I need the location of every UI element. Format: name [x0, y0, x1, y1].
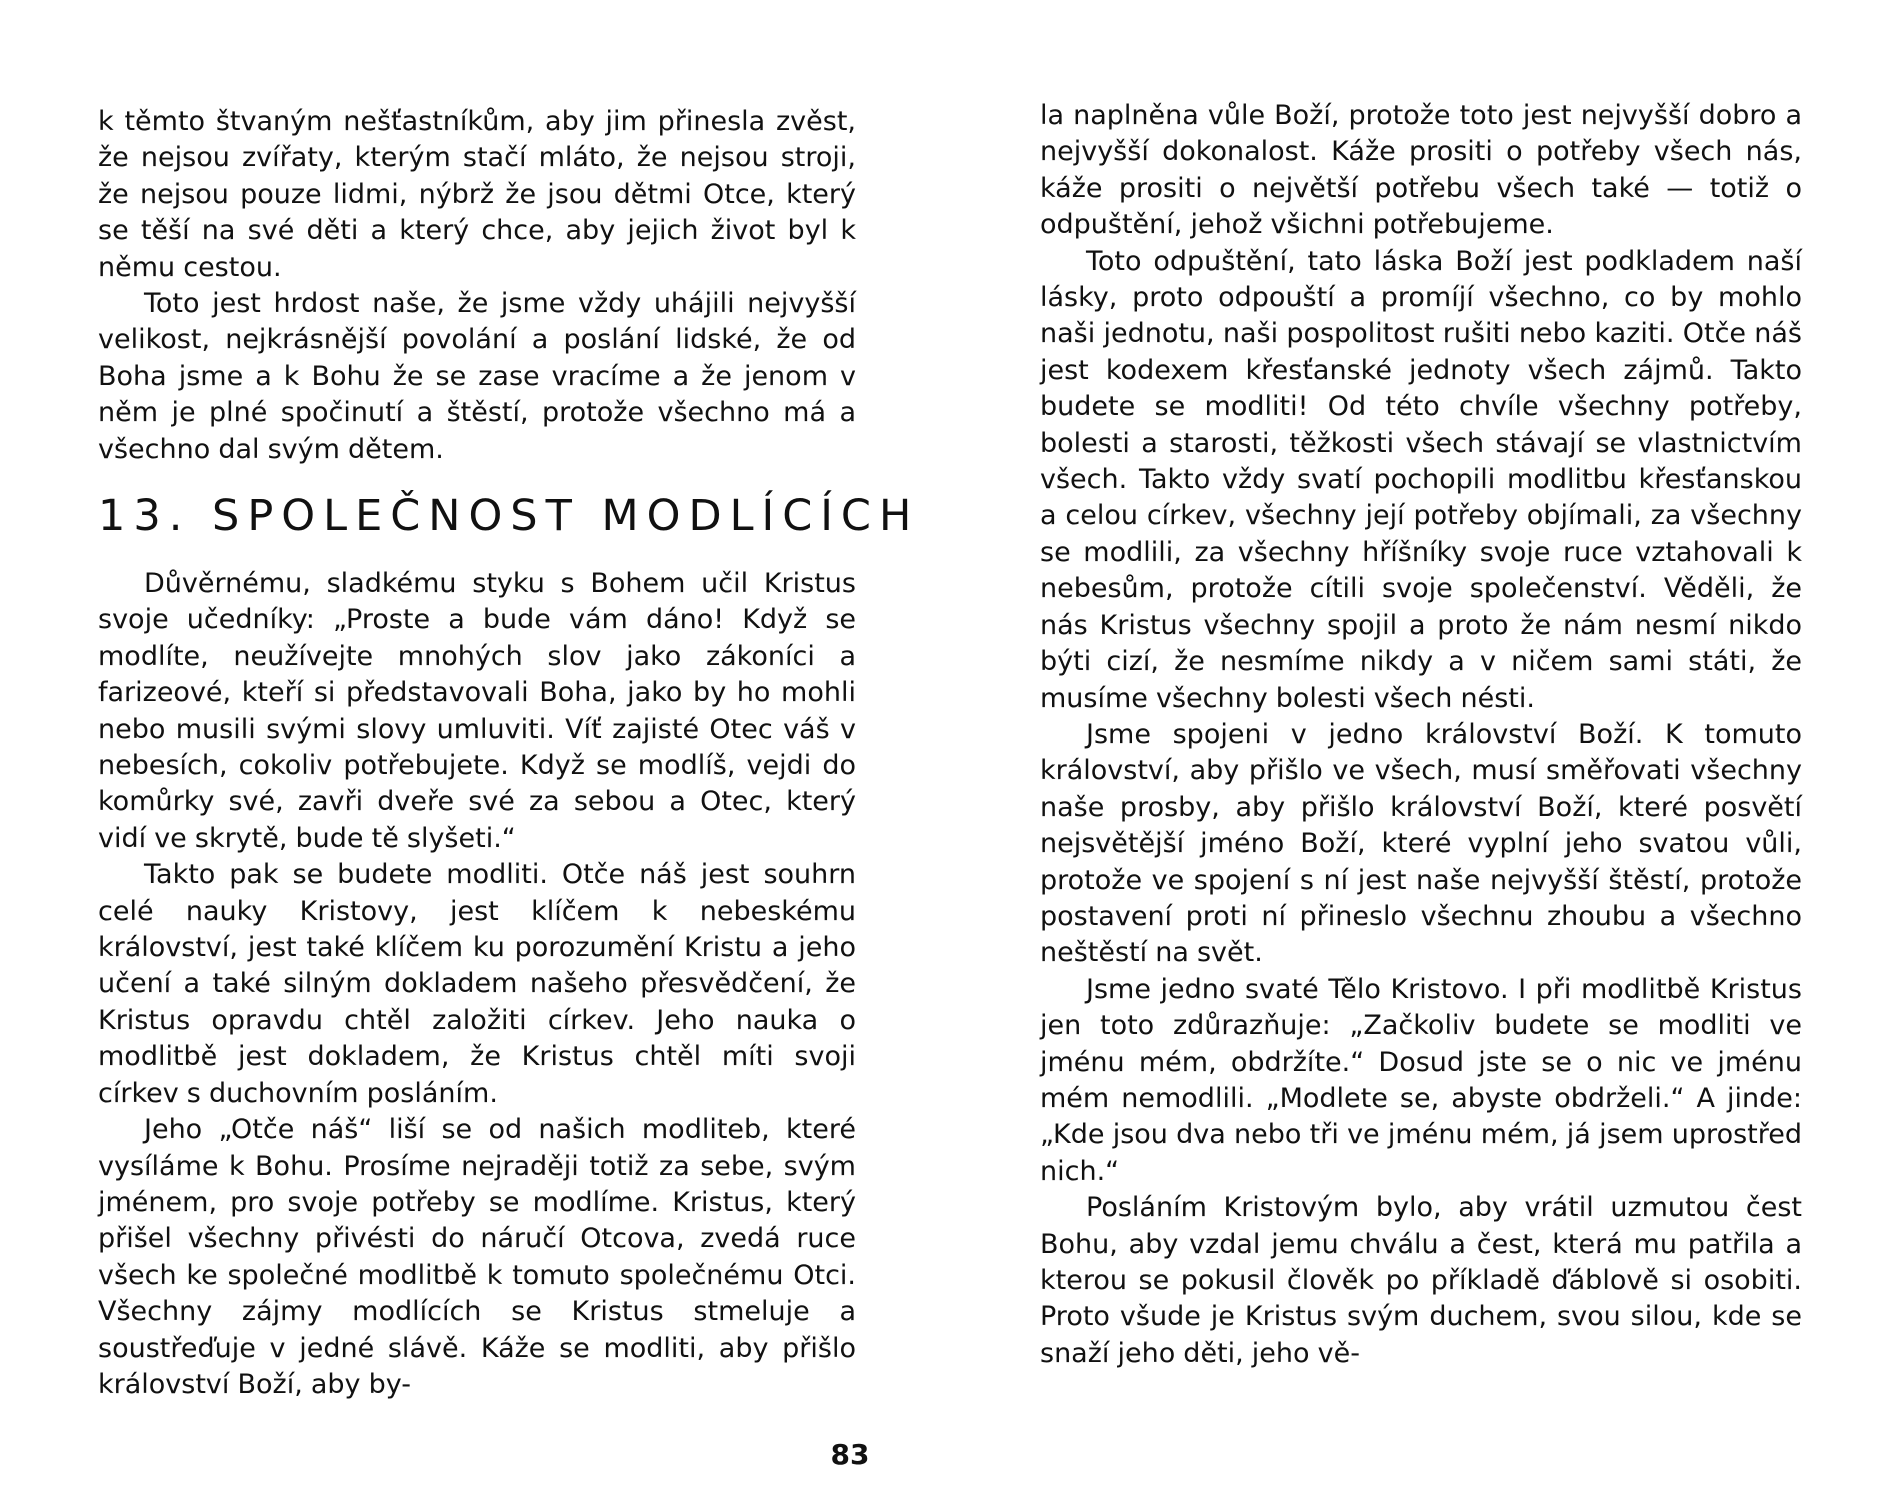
paragraph: Toto odpuštění, tato láska Boží jest podkladem naší lásky, proto odpouští a promíjí všechno, co by mohlo naši jednotu, naši pospolitost rušiti nebo kaziti. Otče náš jest kodexem křesťanské jednoty všech zájmů. Takto budete se modliti! Od této chvíle všechny potřeby, bolesti a starosti, těžkosti všech stávají se vlastnictvím všech. Takto vždy svatí pochopili modlitbu křesťanskou a celou církev, všechny její potřeby objímali, za všechny se modlili, za všechny hříšníky svoje ruce vztahovali k nebesům, protože cítili svoje společenství. Věděli, že nás Kristus všechny spojil a proto že nám nesmí nikdo býti cizí, že nesmíme nikdy a v ničem sami státi, že musíme všechny bolesti všech nésti. [1040, 245, 1802, 714]
paragraph: Důvěrnému, sladkému styku s Bohem učil Kristus svoje učedníky: „Proste a bude vám dáno! Když se modlíte, neužívejte mnohých slov jako zákoníci a farizeové, kteří si představovali Boha, jako by ho mohli nebo musili svými slovy umluviti. Víť zajisté Otec váš v nebesích, cokoliv potřebujete. Když se modlíš, vejdi do komůrky své, zavři dveře své za sebou a Otec, který vidí ve skrytě, bude tě slyšeti.“ [98, 568, 856, 854]
paragraph: Jsme jedno svaté Tělo Kristovo. I při modlitbě Kristus jen toto zdůrazňuje: „Začkoliv budete se modliti ve jménu mém, obdržíte.“ Dosud jste se o nic ve jménu mém nemodlili. „Modlete se, abyste obdrželi.“ A jinde: „Kde jsou dva nebo tři ve jménu mém, já jsem uprostřed nich.“ [1040, 973, 1802, 1187]
page-number: 83 [830, 1438, 870, 1471]
paragraph: Jeho „Otče náš“ liší se od našich modliteb, které vysíláme k Bohu. Prosíme nejraději totiž za sebe, svým jménem, pro svoje potřeby se modlíme. Kristus, který přišel všechny přivésti do náručí Otcova, zvedá ruce všech ke společné modlitbě k tomuto společnému Otci. Všechny zájmy modlících se Kristus stmeluje a soustřeďuje v jedné slávě. Káže se modliti, aby přišlo království Boží, aby by- [98, 1114, 856, 1400]
left-page-top-text [98, 104, 856, 468]
paragraph: la naplněna vůle Boží, protože toto jest nejvyšší dobro a nejvyšší dokonalost. Káže prositi o potřeby všech nás, káže prositi o největší potřebu všech také — totiž o odpuštění, jehož všichni potřebujeme. [1040, 100, 1802, 241]
paragraph: k těmto štvaným nešťastníkům, aby jim přinesla zvěst, že nejsou zvířaty, kterým stačí mláto, že nejsou stroji, že nejsou pouze lidmi, nýbrž že jsou dětmi Otce, který se těší na své děti a který chce, aby jejich život byl k němu cestou. [98, 106, 856, 283]
paragraph: Toto jest hrdost naše, že jsme vždy uhájili nejvyšší velikost, nejkrásnější povolání a poslání lidské, že od Boha jsme a k Bohu že se zase vracíme a že jenom v něm je plné spočinutí a štěstí, protože všechno má a všechno dal svým dětem. [98, 288, 856, 465]
left-page-section-text [98, 566, 856, 1403]
section-heading: 13. SPOLEČNOST MODLÍCÍCH [98, 491, 920, 541]
right-page-text [1040, 98, 1802, 1372]
paragraph: Takto pak se budete modliti. Otče náš jest souhrn celé nauky Kristovy, jest klíčem k nebeskému království, jest také klíčem ku porozumění Kristu a jeho učení a také silným dokladem našeho přesvědčení, že Kristus opravdu chtěl založiti církev. Jeho nauka o modlitbě jest dokladem, že Kristus chtěl míti svoji církev s duchovním posláním. [98, 859, 856, 1109]
paragraph: Jsme spojeni v jedno království Boží. K tomuto království, aby přišlo ve všech, musí směřovati všechny naše prosby, aby přišlo království Boží, které posvětí nejsvětější jméno Boží, které vyplní jeho svatou vůli, protože ve spojení s ní jest naše nejvyšší štěstí, protože postavení proti ní přineslo všechnu zhoubu a všechno neštěstí na svět. [1040, 718, 1802, 969]
paragraph: Posláním Kristovým bylo, aby vrátil uzmutou čest Bohu, aby vzdal jemu chválu a čest, která mu patřila a kterou se pokusil člověk po příkladě ďáblově si osobiti. Proto všude je Kristus svým duchem, svou silou, kde se snaží jeho děti, jeho vě- [1040, 1192, 1802, 1369]
